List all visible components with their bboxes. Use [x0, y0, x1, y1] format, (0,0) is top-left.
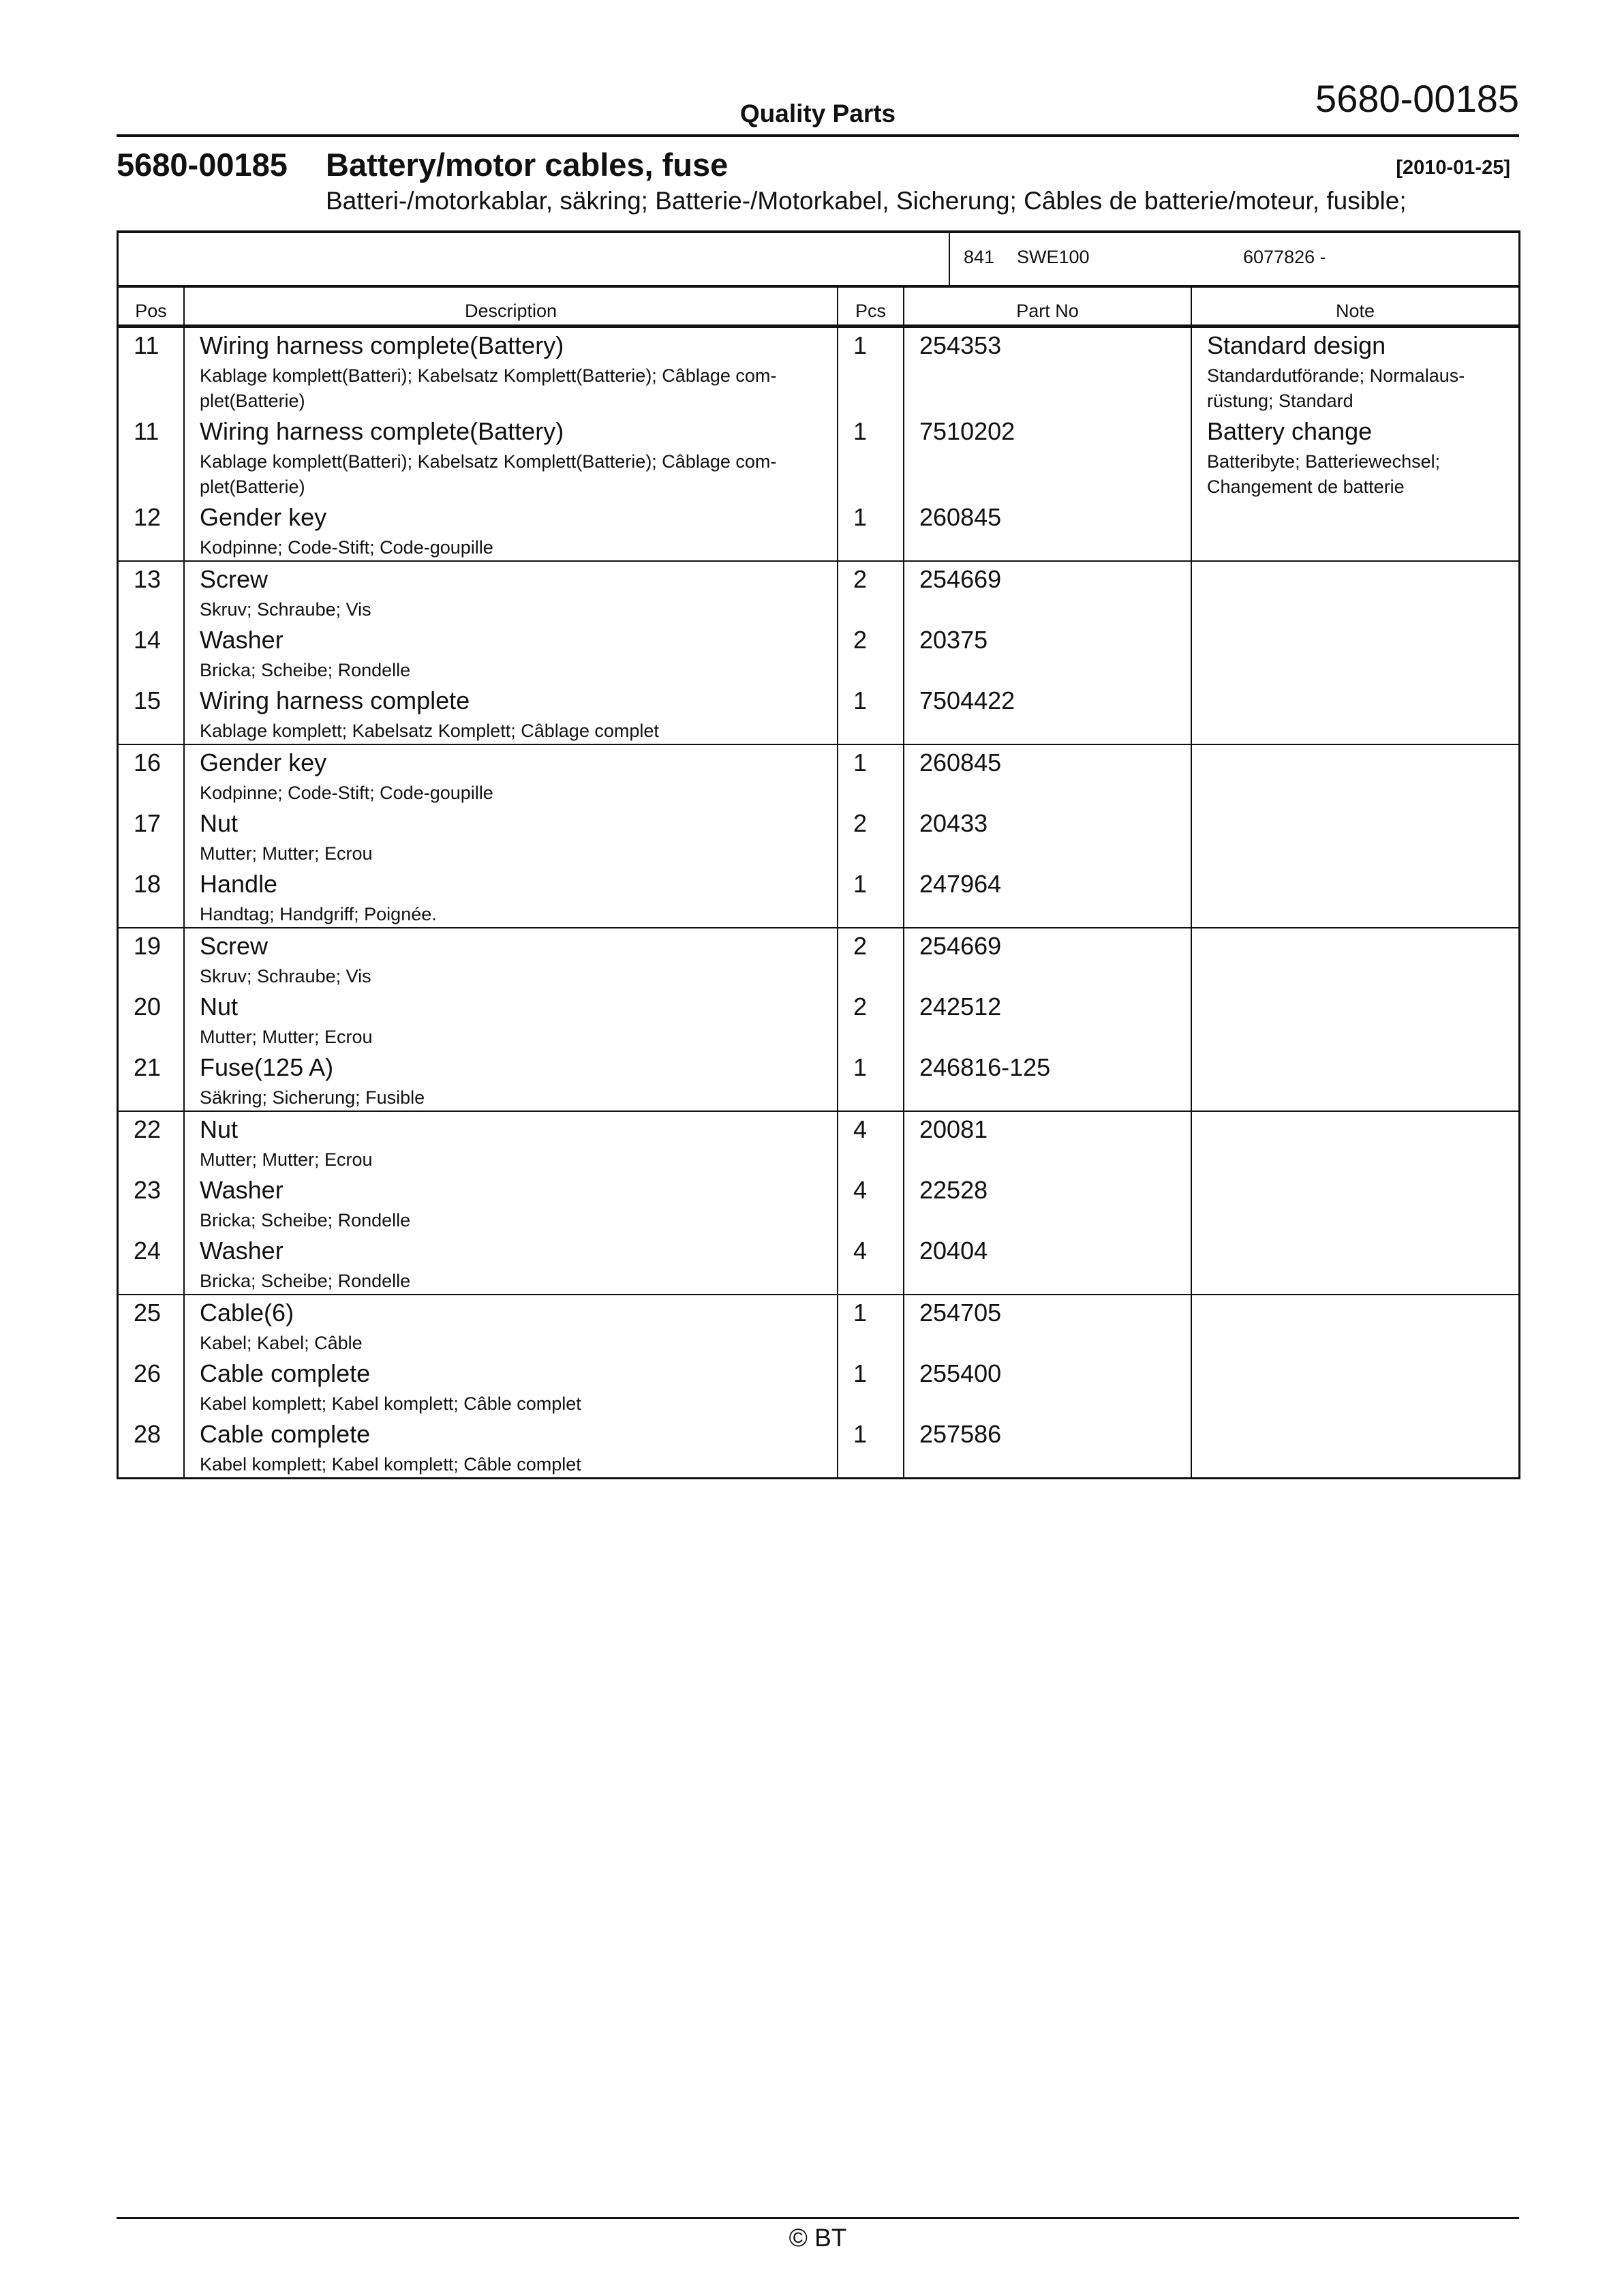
table-cell: [185, 414, 837, 500]
part-description: Washer: [200, 626, 284, 654]
table-cell: [1192, 1356, 1518, 1417]
note-column: [1192, 745, 1518, 927]
table-cell: [1192, 989, 1518, 1050]
col-header-pos: Pos: [119, 288, 185, 324]
table-cell: [119, 622, 183, 683]
part-number: 7510202: [919, 417, 1015, 445]
table-cell: [904, 989, 1191, 1050]
document-number: 5680-00185: [117, 147, 288, 183]
quantity: 1: [853, 686, 868, 714]
table-cell: [119, 806, 183, 866]
pos-number: 13: [134, 565, 162, 593]
part-description: Cable complete: [200, 1420, 371, 1448]
note-column: [1192, 328, 1518, 560]
pos-number: 25: [134, 1299, 162, 1327]
pos-number: 24: [134, 1237, 162, 1265]
part-translations: Mutter; Mutter; Ecrou: [200, 843, 373, 864]
pos-number: 14: [134, 626, 162, 654]
part-number: 20404: [919, 1237, 988, 1265]
pos-number: 12: [134, 503, 162, 531]
pos-column: [119, 1112, 185, 1294]
table-cell: [904, 1295, 1191, 1356]
quantity: 1: [853, 1299, 868, 1327]
part-translations: Bricka; Scheibe; Rondelle: [200, 1271, 411, 1291]
quantity: 2: [853, 626, 868, 654]
note-column: [1192, 562, 1518, 744]
table-cell: [185, 745, 837, 806]
pos-number: 20: [134, 993, 162, 1021]
pcs-column: [838, 928, 904, 1111]
table-cell: [1192, 745, 1518, 806]
pos-number: 21: [134, 1053, 162, 1081]
parts-table: [117, 230, 1520, 1479]
quantity: 1: [853, 503, 868, 531]
table-cell: [1192, 806, 1518, 866]
table-cell: [119, 1356, 183, 1417]
part-number: 254669: [919, 565, 1002, 593]
table-cell: [1192, 562, 1518, 622]
note-text: Battery change: [1207, 417, 1373, 445]
quantity: 2: [853, 565, 868, 593]
part-description: Gender key: [200, 503, 327, 531]
table-cell: [904, 866, 1191, 927]
table-cell: [119, 745, 183, 806]
part-translations: Kabel; Kabel; Câble: [200, 1333, 363, 1353]
pos-column: [119, 562, 185, 744]
table-cell: [185, 989, 837, 1050]
part-description: Washer: [200, 1237, 284, 1265]
part-description: Nut: [200, 809, 239, 837]
table-cell: [838, 866, 903, 927]
table-cell: [1192, 1295, 1518, 1356]
table-cell: [904, 1173, 1191, 1233]
table-cell: [838, 1295, 903, 1356]
quantity: 1: [853, 1053, 868, 1081]
table-cell: [119, 1173, 183, 1233]
part-translations: Bricka; Scheibe; Rondelle: [200, 1210, 411, 1230]
table-cell: [1192, 1173, 1518, 1233]
part-translations: Handtag; Handgriff; Poignée.: [200, 904, 437, 924]
part-number: 254669: [919, 932, 1002, 960]
part-translations: Kodpinne; Code-Stift; Code-goupille: [200, 537, 493, 558]
table-cell: [904, 414, 1191, 500]
table-cell: [185, 866, 837, 927]
table-cell: [119, 1417, 183, 1477]
table-cell: [119, 1050, 183, 1111]
part-number: 254705: [919, 1299, 1002, 1327]
pos-number: 17: [134, 809, 162, 837]
table-cell: [838, 989, 903, 1050]
table-cell: [119, 1295, 183, 1356]
table-cell: [1192, 1112, 1518, 1173]
table-cell: [838, 683, 903, 744]
table-cell: [1192, 328, 1518, 414]
table-cell: [904, 806, 1191, 866]
description-column: [185, 328, 838, 560]
part-number: 20081: [919, 1115, 988, 1143]
part-translations: Säkring; Sicherung; Fusible: [200, 1087, 425, 1108]
quantity: 1: [853, 1359, 868, 1387]
part-description: Wiring harness complete(Battery): [200, 417, 564, 445]
table-cell: [904, 562, 1191, 622]
table-cell: [119, 328, 183, 414]
table-body: [119, 328, 1518, 1477]
note-translations: Batteribyte; Batteriewechsel; Changement de batterie: [1207, 451, 1441, 497]
part-no-column: [904, 928, 1192, 1111]
table-cell: [1192, 866, 1518, 927]
part-description: Screw: [200, 932, 269, 960]
table-cell: [119, 500, 183, 560]
table-cell: [838, 500, 903, 560]
description-column: [185, 562, 838, 744]
quantity: 1: [853, 1420, 868, 1448]
table-cell: [904, 928, 1191, 989]
part-translations: Mutter; Mutter; Ecrou: [200, 1149, 373, 1170]
table-cell: [119, 414, 183, 500]
part-description: Cable complete: [200, 1359, 371, 1387]
col-header-part-no: Part No: [904, 288, 1192, 324]
quantity: 4: [853, 1115, 868, 1143]
table-cell: [838, 806, 903, 866]
table-cell: [838, 562, 903, 622]
part-number: 254353: [919, 331, 1002, 359]
pos-column: [119, 328, 185, 560]
pos-number: 16: [134, 749, 162, 776]
table-cell: [838, 414, 903, 500]
pos-number: 18: [134, 870, 162, 898]
document-date: [2010-01-25]: [1396, 157, 1510, 179]
part-translations: Bricka; Scheibe; Rondelle: [200, 660, 411, 680]
table-cell: [904, 1233, 1191, 1294]
pos-number: 28: [134, 1420, 162, 1448]
part-number: 260845: [919, 503, 1002, 531]
description-column: [185, 1112, 838, 1294]
document-subtitle: Batteri-/motorkablar, säkring; Batterie-/Motorkabel, Sicherung; Câbles de batterie/moteur, fusible;: [326, 187, 1407, 215]
col-header-pcs: Pcs: [838, 288, 904, 324]
pcs-column: [838, 562, 904, 744]
part-translations: Kabel komplett; Kabel komplett; Câble complet: [200, 1393, 581, 1414]
table-cell: [904, 1417, 1191, 1477]
note-column: [1192, 1112, 1518, 1294]
table-cell: [838, 1112, 903, 1173]
table-cell: [185, 1173, 837, 1233]
part-description: Nut: [200, 993, 239, 1021]
pcs-column: [838, 1295, 904, 1477]
part-translations: Skruv; Schraube; Vis: [200, 966, 371, 986]
pos-column: [119, 1295, 185, 1477]
footer-copyright: © BT: [789, 2224, 847, 2252]
table-cell: [904, 622, 1191, 683]
pos-number: 22: [134, 1115, 162, 1143]
table-cell: [185, 1295, 837, 1356]
table-cell: [185, 683, 837, 744]
part-description: Wiring harness complete(Battery): [200, 331, 564, 359]
part-translations: Kablage komplett(Batteri); Kabelsatz Komplett(Batterie); Câblage com-plet(Batterie): [200, 451, 777, 497]
part-number: 20433: [919, 809, 988, 837]
header-number: 5680-00185: [1315, 77, 1519, 120]
table-cell: [838, 1050, 903, 1111]
table-cell: [904, 1356, 1191, 1417]
table-cell: [1192, 622, 1518, 683]
table-cell: [904, 1050, 1191, 1111]
pos-column: [119, 928, 185, 1111]
part-description: Handle: [200, 870, 278, 898]
part-no-column: [904, 1112, 1192, 1294]
quantity: 1: [853, 417, 868, 445]
part-translations: Kodpinne; Code-Stift; Code-goupille: [200, 783, 493, 803]
quantity: 1: [853, 870, 868, 898]
pos-number: 19: [134, 932, 162, 960]
table-cell: [838, 622, 903, 683]
table-cell: [185, 1050, 837, 1111]
row-group: [119, 328, 1518, 562]
table-cell: [119, 562, 183, 622]
header-divider: [117, 134, 1519, 137]
part-translations: Skruv; Schraube; Vis: [200, 599, 371, 620]
table-cell: [185, 1356, 837, 1417]
table-cell: [185, 928, 837, 989]
pos-number: 11: [134, 331, 159, 359]
table-cell: [119, 928, 183, 989]
meta-code: 841: [964, 247, 995, 267]
quantity: 4: [853, 1237, 868, 1265]
quantity: 2: [853, 809, 868, 837]
table-cell: [838, 928, 903, 989]
note-text: Standard design: [1207, 331, 1386, 359]
pcs-column: [838, 1112, 904, 1294]
table-cell: [1192, 1233, 1518, 1294]
col-header-description: Description: [185, 288, 838, 324]
table-cell: [904, 1112, 1191, 1173]
quantity: 2: [853, 993, 868, 1021]
table-cell: [904, 683, 1191, 744]
col-header-note: Note: [1335, 301, 1375, 321]
part-description: Cable(6): [200, 1299, 294, 1327]
table-cell: [185, 1112, 837, 1173]
part-number: 260845: [919, 749, 1002, 776]
part-no-column: [904, 562, 1192, 744]
table-cell: [838, 1417, 903, 1477]
table-cell: [838, 328, 903, 414]
quantity: 2: [853, 932, 868, 960]
part-description: Gender key: [200, 749, 327, 776]
part-number: 255400: [919, 1359, 1002, 1387]
row-group: [119, 562, 1518, 745]
part-no-column: [904, 745, 1192, 927]
table-cell: [185, 1233, 837, 1294]
table-cell: [119, 1112, 183, 1173]
part-number: 22528: [919, 1176, 988, 1204]
table-cell: [185, 328, 837, 414]
header-title: Quality Parts: [739, 100, 896, 127]
part-description: Washer: [200, 1176, 284, 1204]
part-number: 257586: [919, 1420, 1002, 1448]
pcs-column: [838, 745, 904, 927]
part-translations: Mutter; Mutter; Ecrou: [200, 1027, 373, 1047]
row-group: [119, 1112, 1518, 1295]
description-column: [185, 928, 838, 1111]
part-number: 247964: [919, 870, 1002, 898]
row-group: [119, 745, 1518, 928]
part-description: Nut: [200, 1115, 239, 1143]
table-cell: [1192, 683, 1518, 744]
pos-column: [119, 745, 185, 927]
table-cell: [185, 1417, 837, 1477]
document-title: Battery/motor cables, fuse: [326, 147, 729, 183]
meta-model: SWE100: [1017, 247, 1090, 267]
description-column: [185, 745, 838, 927]
table-cell: [185, 562, 837, 622]
table-cell: [185, 500, 837, 560]
table-cell: [119, 866, 183, 927]
part-description: Screw: [200, 565, 269, 593]
note-translations: Standardutförande; Normalaus-rüstung; Standard: [1207, 365, 1465, 411]
note-column: [1192, 1295, 1518, 1477]
pos-number: 26: [134, 1359, 162, 1387]
pos-number: 15: [134, 686, 162, 714]
table-cell: [1192, 500, 1518, 560]
table-cell: [904, 745, 1191, 806]
row-group: [119, 928, 1518, 1112]
quantity: 4: [853, 1176, 868, 1204]
table-cell: [185, 622, 837, 683]
part-translations: Kablage komplett; Kabelsatz Komplett; Câblage complet: [200, 721, 659, 741]
part-number: 242512: [919, 993, 1002, 1021]
table-cell: [1192, 928, 1518, 989]
part-description: Fuse(125 A): [200, 1053, 334, 1081]
part-number: 20375: [919, 626, 988, 654]
part-number: 7504422: [919, 686, 1015, 714]
table-cell: [904, 500, 1191, 560]
table-cell: [838, 745, 903, 806]
part-number: 246816-125: [919, 1053, 1051, 1081]
table-cell: [904, 328, 1191, 414]
table-cell: [119, 683, 183, 744]
quantity: 1: [853, 749, 868, 776]
meta-row: [119, 233, 1518, 288]
meta-divider: [949, 233, 950, 285]
table-cell: [838, 1173, 903, 1233]
table-cell: [1192, 414, 1518, 500]
footer-divider: [117, 2217, 1519, 2219]
table-cell: [119, 989, 183, 1050]
table-cell: [1192, 1050, 1518, 1111]
table-cell: [1192, 1417, 1518, 1477]
pcs-column: [838, 328, 904, 560]
part-description: Wiring harness complete: [200, 686, 470, 714]
table-cell: [838, 1356, 903, 1417]
note-column: [1192, 928, 1518, 1111]
quantity: 1: [853, 331, 868, 359]
description-column: [185, 1295, 838, 1477]
table-cell: [119, 1233, 183, 1294]
table-header: [119, 288, 1518, 328]
table-cell: [185, 806, 837, 866]
table-cell: [838, 1233, 903, 1294]
pos-number: 11: [134, 417, 159, 445]
part-translations: Kablage komplett(Batteri); Kabelsatz Komplett(Batterie); Câblage com-plet(Batterie): [200, 365, 777, 411]
pos-number: 23: [134, 1176, 162, 1204]
part-no-column: [904, 1295, 1192, 1477]
meta-serial: 6077826 -: [1243, 247, 1326, 267]
part-translations: Kabel komplett; Kabel komplett; Câble complet: [200, 1454, 581, 1475]
part-no-column: [904, 328, 1192, 560]
row-group: [119, 1295, 1518, 1477]
